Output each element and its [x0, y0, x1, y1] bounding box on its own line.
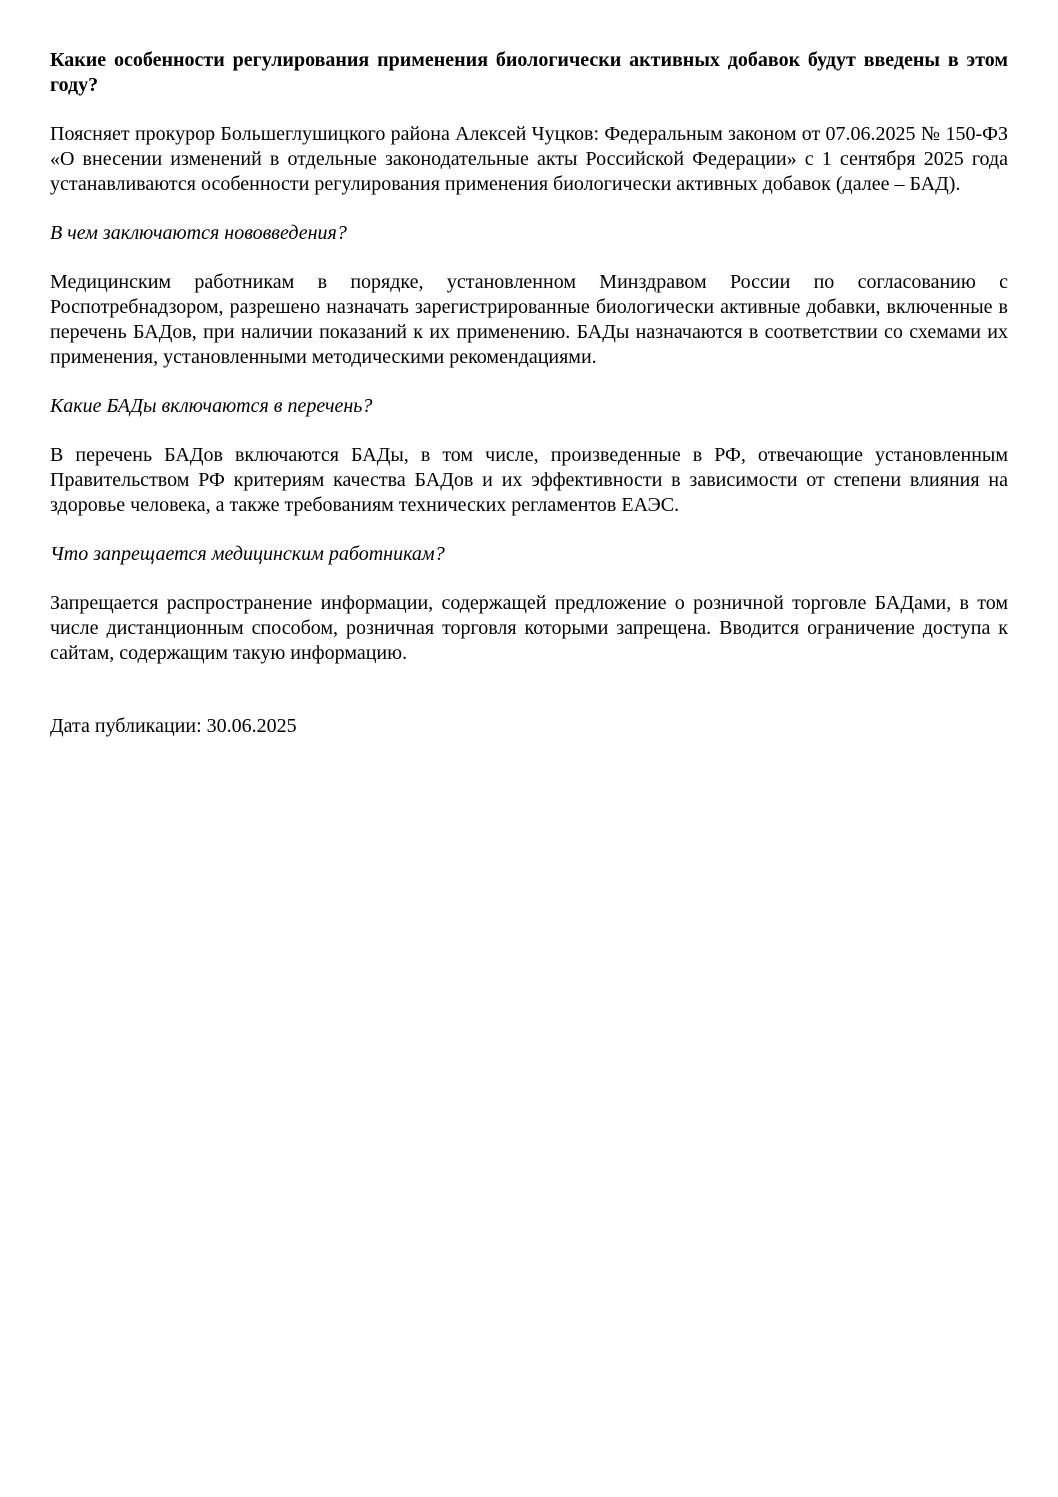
section-answer-innovations: Медицинским работникам в порядке, установленном Минздравом России по согласованию с Роспотребнадзором, разрешено назначать зарегистрированные биологически активные добавки, включенные в перечень БАДов, при наличии показаний к их применению. БАДы назначаются в соответствии со схемами их применения, установленными методическими рекомендациями.: [50, 271, 1008, 368]
publication-date: Дата публикации: 30.06.2025: [50, 715, 297, 737]
section-question-list: Какие БАДы включаются в перечень?: [50, 395, 373, 417]
section-answer-prohibitions: Запрещается распространение информации, содержащей предложение о розничной торговле БАДами, в том числе дистанционным способом, розничная торговля которыми запрещена. Вводится ограничение доступа к сайтам, содержащим такую информацию.: [50, 592, 1008, 664]
document-title: Какие особенности регулирования применения биологически активных добавок будут введены в этом году?: [50, 49, 1008, 96]
section-answer-list: В перечень БАДов включаются БАДы, в том числе, произведенные в РФ, отвечающие установленным Правительством РФ критериям качества БАДов и их эффективности в зависимости от степени влияния на здоровье человека, а также требованиям технических регламентов ЕАЭС.: [50, 444, 1008, 516]
intro-paragraph: Поясняет прокурор Большеглушицкого района Алексей Чуцков: Федеральным законом от 07.06.2025 № 150-ФЗ «О внесении изменений в отдельные законодательные акты Российской Федерации» с 1 сентября 2025 года устанавливаются особенности регулирования применения биологически активных добавок (далее – БАД).: [50, 123, 1008, 195]
section-question-prohibitions: Что запрещается медицинским работникам?: [50, 543, 445, 565]
section-question-innovations: В чем заключаются нововведения?: [50, 222, 347, 244]
document-page: [50, 48, 1008, 739]
